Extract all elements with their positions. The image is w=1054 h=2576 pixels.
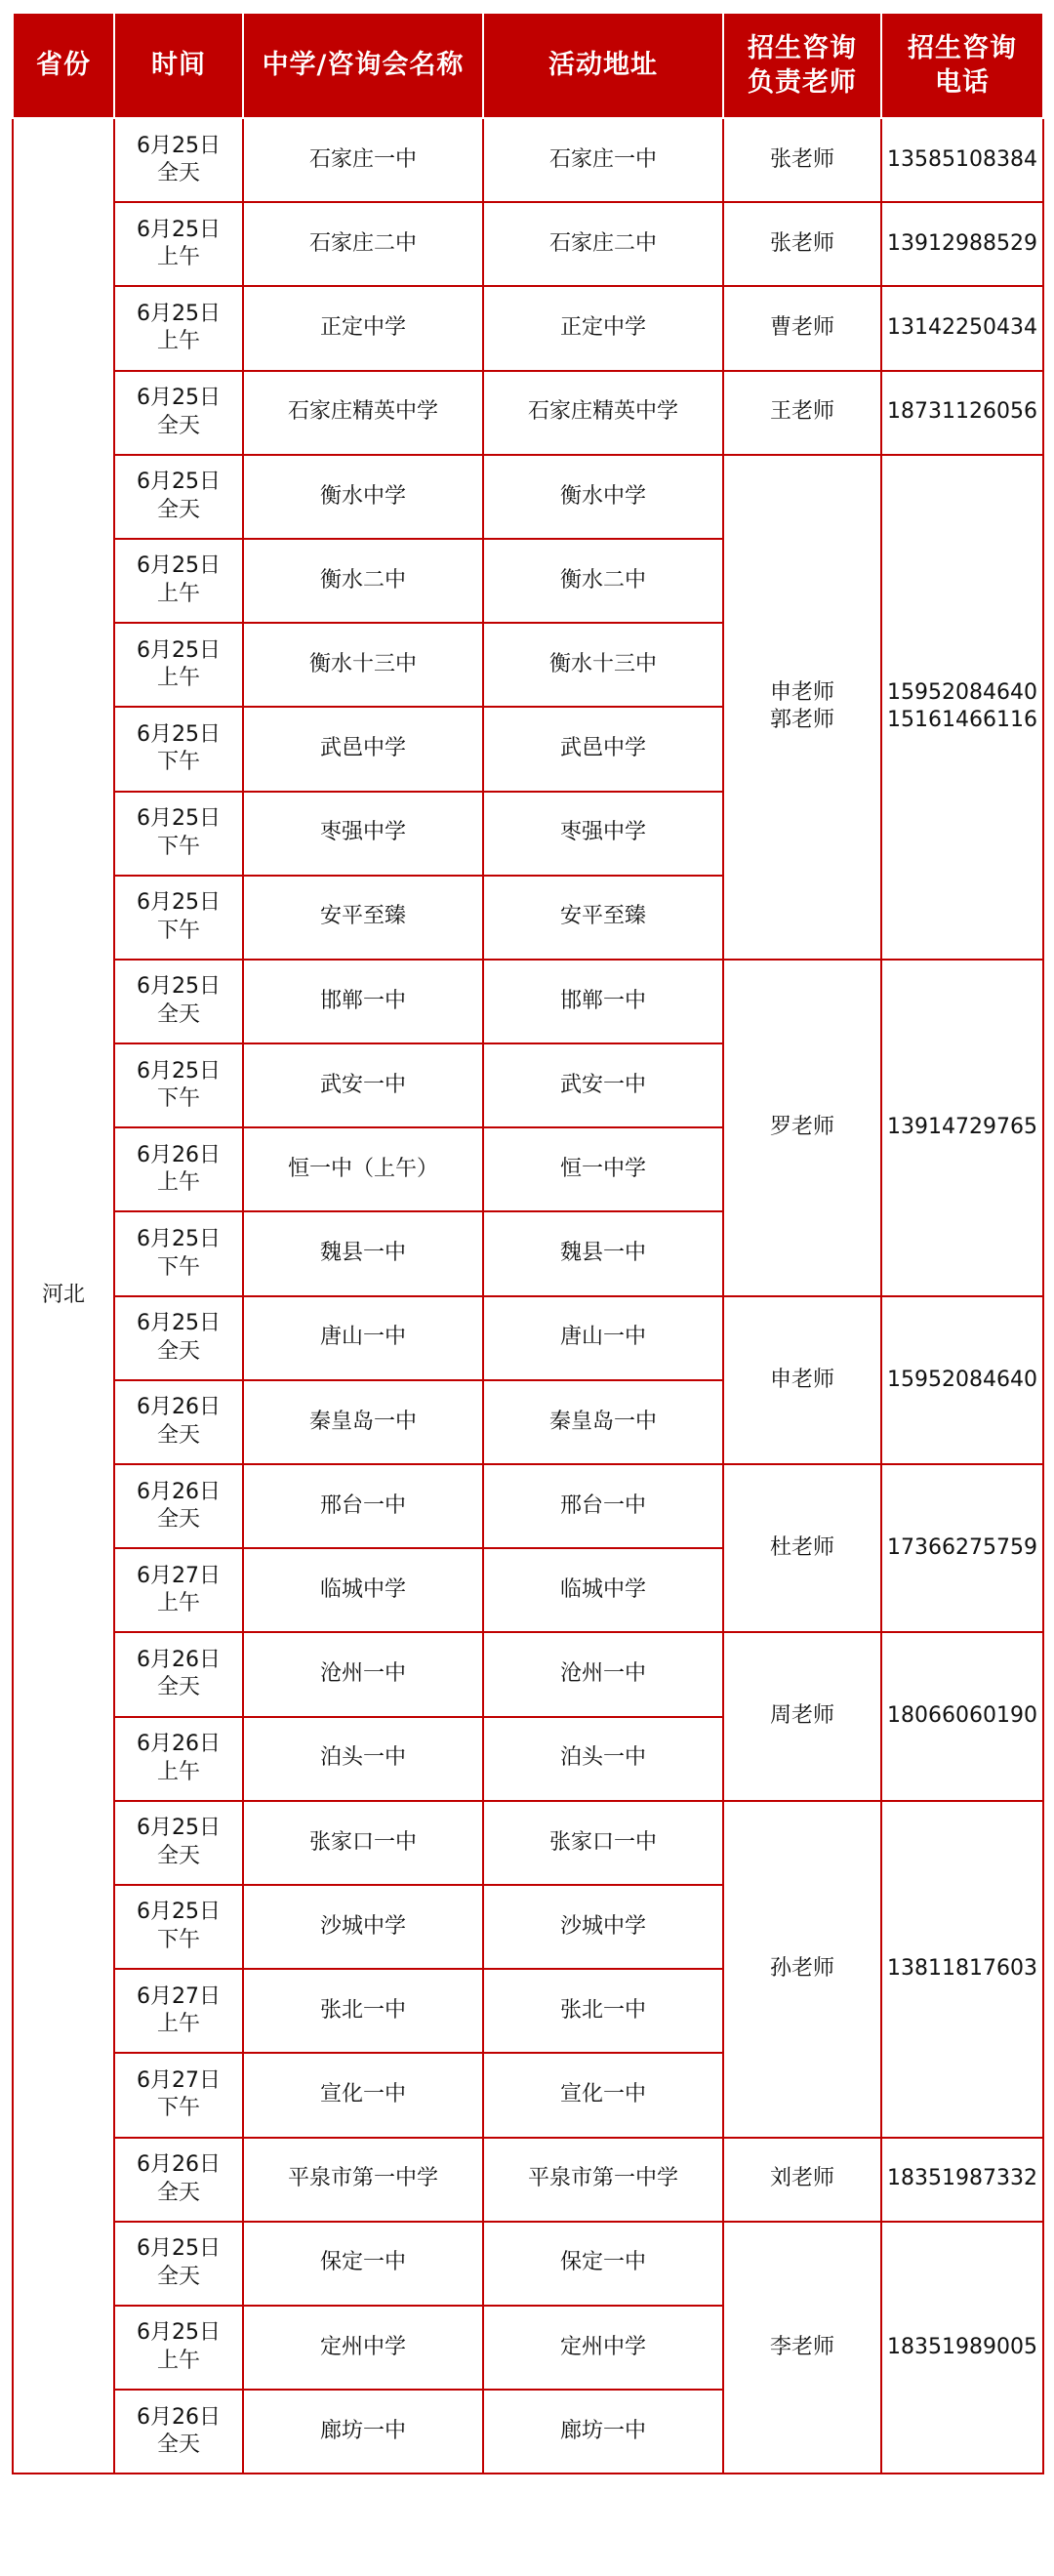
time-cell xyxy=(114,1801,243,1885)
phone-number: 17366275759 xyxy=(887,1534,1037,1560)
time-cell xyxy=(114,876,243,960)
teacher-cell xyxy=(723,1632,881,1800)
table-row xyxy=(13,118,1043,202)
activity-address-cell: 邯郸一中 xyxy=(483,960,723,1043)
event-period: 全天 xyxy=(156,2180,200,2205)
event-period: 上午 xyxy=(156,245,200,270)
table-body xyxy=(13,118,1043,2474)
event-period: 下午 xyxy=(156,1254,200,1280)
event-period: 上午 xyxy=(156,329,200,354)
teacher-name: 曹老师 xyxy=(769,315,834,341)
time-cell xyxy=(114,286,243,370)
school-name-cell: 石家庄二中 xyxy=(243,202,483,286)
event-date: 6月25日 xyxy=(137,890,221,916)
time-cell xyxy=(114,118,243,202)
province-cell: 河北 xyxy=(13,118,114,2474)
activity-address-cell: 石家庄精英中学 xyxy=(483,371,723,455)
event-period: 上午 xyxy=(156,1170,200,1196)
event-date: 6月26日 xyxy=(137,1142,221,1167)
teacher-cell xyxy=(723,118,881,202)
school-name-cell: 枣强中学 xyxy=(243,792,483,876)
school-name-cell: 宣化一中 xyxy=(243,2053,483,2137)
school-name-cell: 恒一中（上午） xyxy=(243,1127,483,1211)
teacher-name: 申老师 xyxy=(769,679,834,705)
table-row xyxy=(13,2138,1043,2222)
table-row xyxy=(13,1464,1043,1548)
activity-address-cell: 定州中学 xyxy=(483,2306,723,2390)
table-row xyxy=(13,371,1043,455)
time-cell xyxy=(114,1380,243,1464)
phone-cell xyxy=(881,1464,1043,1632)
activity-address-cell: 石家庄二中 xyxy=(483,202,723,286)
activity-address-cell: 沙城中学 xyxy=(483,1885,723,1969)
phone-number: 18731126056 xyxy=(887,399,1037,425)
time-cell xyxy=(114,371,243,455)
event-date: 6月25日 xyxy=(137,974,221,1000)
school-name-cell: 石家庄精英中学 xyxy=(243,371,483,455)
school-name-cell: 秦皇岛一中 xyxy=(243,1380,483,1464)
event-period: 全天 xyxy=(156,1675,200,1700)
activity-address-cell: 枣强中学 xyxy=(483,792,723,876)
event-date: 6月25日 xyxy=(137,470,221,495)
header-teacher-line1: 招生咨询 xyxy=(748,32,857,63)
teacher-name: 周老师 xyxy=(769,1703,834,1729)
time-cell xyxy=(114,1127,243,1211)
table-row xyxy=(13,1296,1043,1380)
time-cell xyxy=(114,1211,243,1295)
teacher-name: 郭老师 xyxy=(769,708,834,733)
table-row xyxy=(13,1632,1043,1716)
event-period: 上午 xyxy=(156,2012,200,2037)
event-date: 6月26日 xyxy=(137,2404,221,2430)
phone-number: 18066060190 xyxy=(887,1703,1037,1729)
time-cell xyxy=(114,1632,243,1716)
event-period: 下午 xyxy=(156,1086,200,1112)
activity-address-cell: 正定中学 xyxy=(483,286,723,370)
event-date: 6月26日 xyxy=(137,1647,221,1672)
teacher-name: 张老师 xyxy=(769,230,834,256)
phone-number: 18351987332 xyxy=(887,2166,1037,2191)
header-teacher xyxy=(723,13,881,118)
event-date: 6月27日 xyxy=(137,2067,221,2093)
header-phone-line2: 电话 xyxy=(935,67,990,98)
phone-cell xyxy=(881,2222,1043,2474)
activity-address-cell: 安平至臻 xyxy=(483,876,723,960)
school-name-cell: 衡水十三中 xyxy=(243,623,483,707)
activity-address-cell: 张家口一中 xyxy=(483,1801,723,1885)
event-period: 全天 xyxy=(156,1507,200,1533)
event-period: 上午 xyxy=(156,1759,200,1784)
event-period: 全天 xyxy=(156,413,200,438)
event-date: 6月25日 xyxy=(137,637,221,663)
activity-address-cell: 保定一中 xyxy=(483,2222,723,2306)
phone-number: 15161466116 xyxy=(887,708,1037,733)
school-name-cell: 石家庄一中 xyxy=(243,118,483,202)
phone-number: 15952084640 xyxy=(887,679,1037,705)
event-period: 全天 xyxy=(156,2433,200,2458)
school-name-cell: 安平至臻 xyxy=(243,876,483,960)
time-cell xyxy=(114,1969,243,2053)
activity-address-cell: 沧州一中 xyxy=(483,1632,723,1716)
teacher-cell xyxy=(723,1801,881,2138)
event-period: 下午 xyxy=(156,918,200,943)
activity-address-cell: 邢台一中 xyxy=(483,1464,723,1548)
school-name-cell: 正定中学 xyxy=(243,286,483,370)
teacher-cell xyxy=(723,371,881,455)
phone-cell xyxy=(881,202,1043,286)
school-name-cell: 定州中学 xyxy=(243,2306,483,2390)
school-name-cell: 廊坊一中 xyxy=(243,2390,483,2474)
event-period: 全天 xyxy=(156,1002,200,1027)
activity-address-cell: 武邑中学 xyxy=(483,707,723,791)
event-date: 6月26日 xyxy=(137,1732,221,1757)
time-cell xyxy=(114,2053,243,2137)
teacher-name: 罗老师 xyxy=(769,1114,834,1139)
event-period: 上午 xyxy=(156,666,200,691)
event-period: 全天 xyxy=(156,2264,200,2289)
time-cell xyxy=(114,1043,243,1127)
teacher-cell xyxy=(723,1296,881,1464)
teacher-cell xyxy=(723,960,881,1296)
event-date: 6月25日 xyxy=(137,217,221,242)
header-address: 活动地址 xyxy=(483,13,723,118)
header-school: 中学/咨询会名称 xyxy=(243,13,483,118)
time-cell xyxy=(114,960,243,1043)
teacher-name: 杜老师 xyxy=(769,1534,834,1560)
school-name-cell: 张家口一中 xyxy=(243,1801,483,1885)
teacher-cell xyxy=(723,455,881,960)
event-date: 6月25日 xyxy=(137,1058,221,1084)
time-cell xyxy=(114,2306,243,2390)
activity-address-cell: 平泉市第一中学 xyxy=(483,2138,723,2222)
time-cell xyxy=(114,2138,243,2222)
event-date: 6月25日 xyxy=(137,133,221,158)
teacher-cell xyxy=(723,202,881,286)
phone-number: 15952084640 xyxy=(887,1367,1037,1392)
phone-cell xyxy=(881,118,1043,202)
event-period: 上午 xyxy=(156,2348,200,2373)
event-period: 下午 xyxy=(156,750,200,775)
activity-address-cell: 临城中学 xyxy=(483,1548,723,1632)
event-date: 6月27日 xyxy=(137,1983,221,2009)
event-period: 下午 xyxy=(156,834,200,859)
activity-address-cell: 唐山一中 xyxy=(483,1296,723,1380)
school-name-cell: 邯郸一中 xyxy=(243,960,483,1043)
school-name-cell: 平泉市第一中学 xyxy=(243,2138,483,2222)
table-row xyxy=(13,960,1043,1043)
table-row xyxy=(13,202,1043,286)
event-period: 全天 xyxy=(156,1338,200,1364)
phone-cell xyxy=(881,1632,1043,1800)
header-phone xyxy=(881,13,1043,118)
phone-number: 13914729765 xyxy=(887,1114,1037,1139)
event-period: 全天 xyxy=(156,161,200,186)
phone-number: 13585108384 xyxy=(887,146,1037,172)
phone-cell xyxy=(881,960,1043,1296)
header-phone-line1: 招生咨询 xyxy=(908,32,1017,63)
event-period: 全天 xyxy=(156,497,200,522)
event-date: 6月25日 xyxy=(137,1816,221,1841)
time-cell xyxy=(114,455,243,539)
school-name-cell: 张北一中 xyxy=(243,1969,483,2053)
event-date: 6月25日 xyxy=(137,721,221,747)
activity-address-cell: 衡水二中 xyxy=(483,539,723,623)
activity-address-cell: 衡水十三中 xyxy=(483,623,723,707)
time-cell xyxy=(114,1885,243,1969)
activity-address-cell: 武安一中 xyxy=(483,1043,723,1127)
time-cell xyxy=(114,1717,243,1801)
school-name-cell: 沧州一中 xyxy=(243,1632,483,1716)
school-name-cell: 衡水中学 xyxy=(243,455,483,539)
time-cell xyxy=(114,623,243,707)
activity-address-cell: 石家庄一中 xyxy=(483,118,723,202)
school-name-cell: 沙城中学 xyxy=(243,1885,483,1969)
school-name-cell: 保定一中 xyxy=(243,2222,483,2306)
phone-cell xyxy=(881,286,1043,370)
event-date: 6月26日 xyxy=(137,1479,221,1504)
event-date: 6月25日 xyxy=(137,1900,221,1925)
time-cell xyxy=(114,2222,243,2306)
teacher-name: 王老师 xyxy=(769,399,834,425)
header-time: 时间 xyxy=(114,13,243,118)
table-row xyxy=(13,2222,1043,2306)
activity-address-cell: 廊坊一中 xyxy=(483,2390,723,2474)
school-name-cell: 泊头一中 xyxy=(243,1717,483,1801)
event-date: 6月25日 xyxy=(137,301,221,326)
time-cell xyxy=(114,1464,243,1548)
phone-cell xyxy=(881,371,1043,455)
activity-address-cell: 衡水中学 xyxy=(483,455,723,539)
teacher-name: 孙老师 xyxy=(769,1955,834,1981)
teacher-cell xyxy=(723,286,881,370)
time-cell xyxy=(114,707,243,791)
event-date: 6月25日 xyxy=(137,2320,221,2346)
table-header xyxy=(13,13,1043,118)
activity-address-cell: 泊头一中 xyxy=(483,1717,723,1801)
header-province: 省份 xyxy=(13,13,114,118)
phone-cell xyxy=(881,1801,1043,2138)
event-period: 上午 xyxy=(156,1591,200,1616)
school-name-cell: 魏县一中 xyxy=(243,1211,483,1295)
event-date: 6月26日 xyxy=(137,1395,221,1420)
time-cell xyxy=(114,202,243,286)
phone-number: 13811817603 xyxy=(887,1955,1037,1981)
event-period: 上午 xyxy=(156,582,200,607)
school-name-cell: 唐山一中 xyxy=(243,1296,483,1380)
phone-number: 18351989005 xyxy=(887,2334,1037,2359)
event-date: 6月25日 xyxy=(137,806,221,831)
activity-address-cell: 恒一中学 xyxy=(483,1127,723,1211)
event-date: 6月25日 xyxy=(137,553,221,579)
teacher-cell xyxy=(723,2222,881,2474)
event-date: 6月25日 xyxy=(137,2236,221,2262)
table-row xyxy=(13,1801,1043,1885)
phone-cell xyxy=(881,1296,1043,1464)
event-date: 6月25日 xyxy=(137,1226,221,1251)
teacher-name: 刘老师 xyxy=(769,2166,834,2191)
activity-address-cell: 张北一中 xyxy=(483,1969,723,2053)
time-cell xyxy=(114,539,243,623)
school-name-cell: 武邑中学 xyxy=(243,707,483,791)
event-period: 全天 xyxy=(156,1843,200,1868)
school-name-cell: 武安一中 xyxy=(243,1043,483,1127)
event-period: 下午 xyxy=(156,1928,200,1953)
event-date: 6月27日 xyxy=(137,1563,221,1588)
teacher-name: 李老师 xyxy=(769,2334,834,2359)
activity-address-cell: 魏县一中 xyxy=(483,1211,723,1295)
teacher-cell xyxy=(723,2138,881,2222)
phone-cell xyxy=(881,2138,1043,2222)
school-name-cell: 临城中学 xyxy=(243,1548,483,1632)
event-period: 下午 xyxy=(156,2096,200,2121)
teacher-name: 申老师 xyxy=(769,1367,834,1392)
enrollment-consultation-table xyxy=(12,12,1044,2474)
teacher-cell xyxy=(723,1464,881,1632)
activity-address-cell: 秦皇岛一中 xyxy=(483,1380,723,1464)
time-cell xyxy=(114,2390,243,2474)
table-row xyxy=(13,286,1043,370)
event-date: 6月25日 xyxy=(137,386,221,411)
event-period: 全天 xyxy=(156,1422,200,1448)
time-cell xyxy=(114,792,243,876)
school-name-cell: 衡水二中 xyxy=(243,539,483,623)
activity-address-cell: 宣化一中 xyxy=(483,2053,723,2137)
event-date: 6月25日 xyxy=(137,1311,221,1336)
event-date: 6月26日 xyxy=(137,2152,221,2177)
header-teacher-line2: 负责老师 xyxy=(748,67,857,98)
time-cell xyxy=(114,1548,243,1632)
time-cell xyxy=(114,1296,243,1380)
school-name-cell: 邢台一中 xyxy=(243,1464,483,1548)
teacher-name: 张老师 xyxy=(769,146,834,172)
phone-number: 13142250434 xyxy=(887,315,1037,341)
table-row xyxy=(13,455,1043,539)
phone-cell xyxy=(881,455,1043,960)
phone-number: 13912988529 xyxy=(887,230,1037,256)
